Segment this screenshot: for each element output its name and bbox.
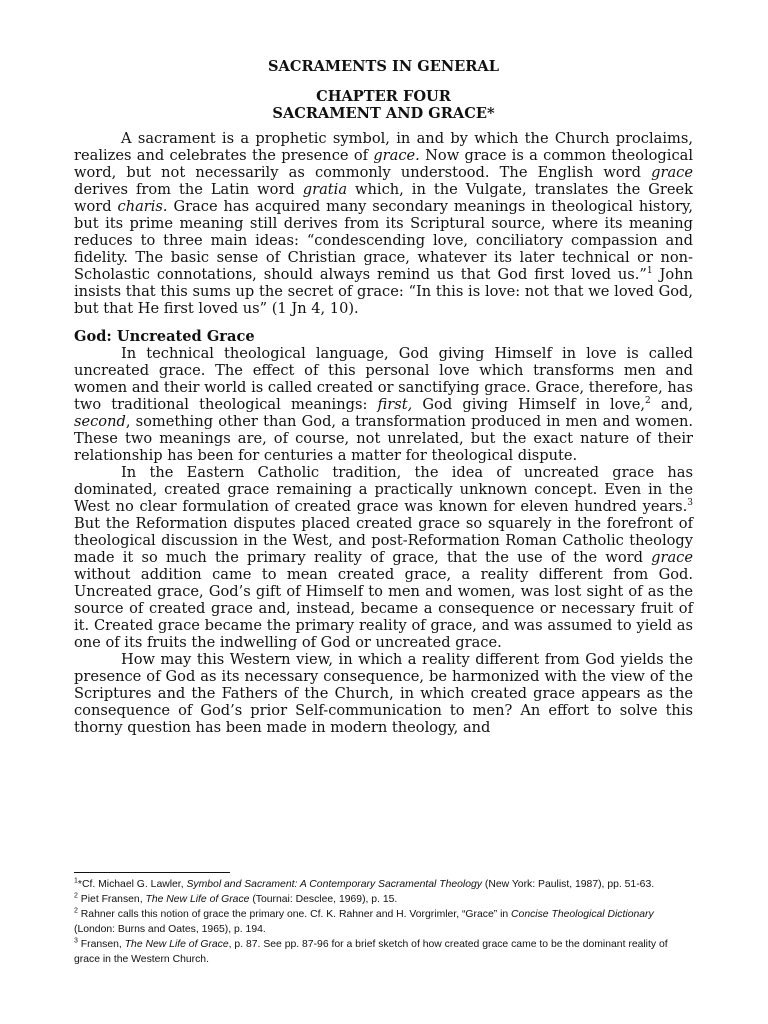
footnote-item: $^2$ Piet Fransen, The New Life of Grace (Tournai: Desclee, 1969), p. 15. [74,892,398,905]
footnote-item: $^2$ Rahner calls this notion of grace the primary one. Cf. K. Rahner and H. Vorgrimler, “Grace” in Concise Theological Dictionary (London: Burns and Oates, 1965), p. 194. [74,907,654,935]
chapter-heading [74,88,693,122]
body-paragraph-3: How may this Western view, in which a reality different from God yields the presence of God as its necessary consequence, be harmonized with the view of the Scriptures and the Fathers of the Church, in which created grace appears as the consequence of God’s prior Self-communication to men? An effort to solve this thorny question has been made in modern theology, and [74,651,693,736]
footnotes [74,877,693,967]
document-page [74,58,693,736]
chapter-number: CHAPTER FOUR [316,88,451,105]
body-paragraph-2: In the Eastern Catholic tradition, the idea of uncreated grace has dominated, created grace remaining a practically unknown concept. Even in the West no clear formulation of created grace was known for eleven hundred years.$^3$ But the Reformation disputes placed created grace so squarely in the forefront of theological discussion in the West, and post-Reformation Roman Catholic theology made it so much the primary reality of grace, that the use of the word grace without addition came to mean created grace, a reality different from God. Uncreated grace, God’s gift of Himself to men and women, was lost sight of as the source of created grace and, instead, became a consequence or necessary fruit of it. Created grace became the primary reality of grace, and was assumed to yield as one of its fruits the indwelling of God or uncreated grace. [74,464,693,651]
footnote-ref: 2 [645,396,651,407]
footnote-separator [74,872,230,873]
footnote-item: $^3$ Fransen, The New Life of Grace, p. 87. See pp. 87-96 for a brief sketch of how created grace came to be the dominant reality of grace in the Western Church. [74,937,668,965]
section-heading: God: Uncreated Grace [74,328,255,345]
footnote-item: $^1$*Cf. Michael G. Lawler, Symbol and Sacrament: A Contemporary Sacramental Theology (New York: Paulist, 1987), pp. 51-63. [74,877,655,890]
body-paragraph-1: In technical theological language, God giving Himself in love is called uncreated grace. The effect of this personal love which transforms men and women and their world is called created or sanctifying grace. Grace, therefore, has two traditional theological meanings: first, God giving Himself in love,$^2$ and, second, something other than God, a transformation produced in men and women. These two meanings are, of course, not unrelated, but the exact nature of their relationship has been for centuries a matter for theological dispute. [74,345,693,464]
intro-paragraph: A sacrament is a prophetic symbol, in and by which the Church proclaims, realizes and celebrates the presence of grace. Now grace is a common theological word, but not necessarily as commonly understood. The English word grace derives from the Latin word gratia which, in the Vulgate, translates the Greek word charis. Grace has acquired many secondary meanings in theological history, but its prime meaning still derives from its Scriptural source, where its meaning reduces to three main ideas: “condescending love, conciliatory compassion and fidelity. The basic sense of Christian grace, whatever its later technical or non-Scholastic connotations, should always remind us that God first loved us.”$^1$ John insists that this sums up the secret of grace: “In this is love: not that we loved God, but that He first loved us” (1 Jn 4, 10). [74,130,693,317]
chapter-title: SACRAMENT AND GRACE* [272,105,495,122]
footnote-ref: 3 [687,498,693,509]
section-title: SACRAMENTS IN GENERAL [267,58,500,75]
footnote-ref: 1 [646,266,653,277]
